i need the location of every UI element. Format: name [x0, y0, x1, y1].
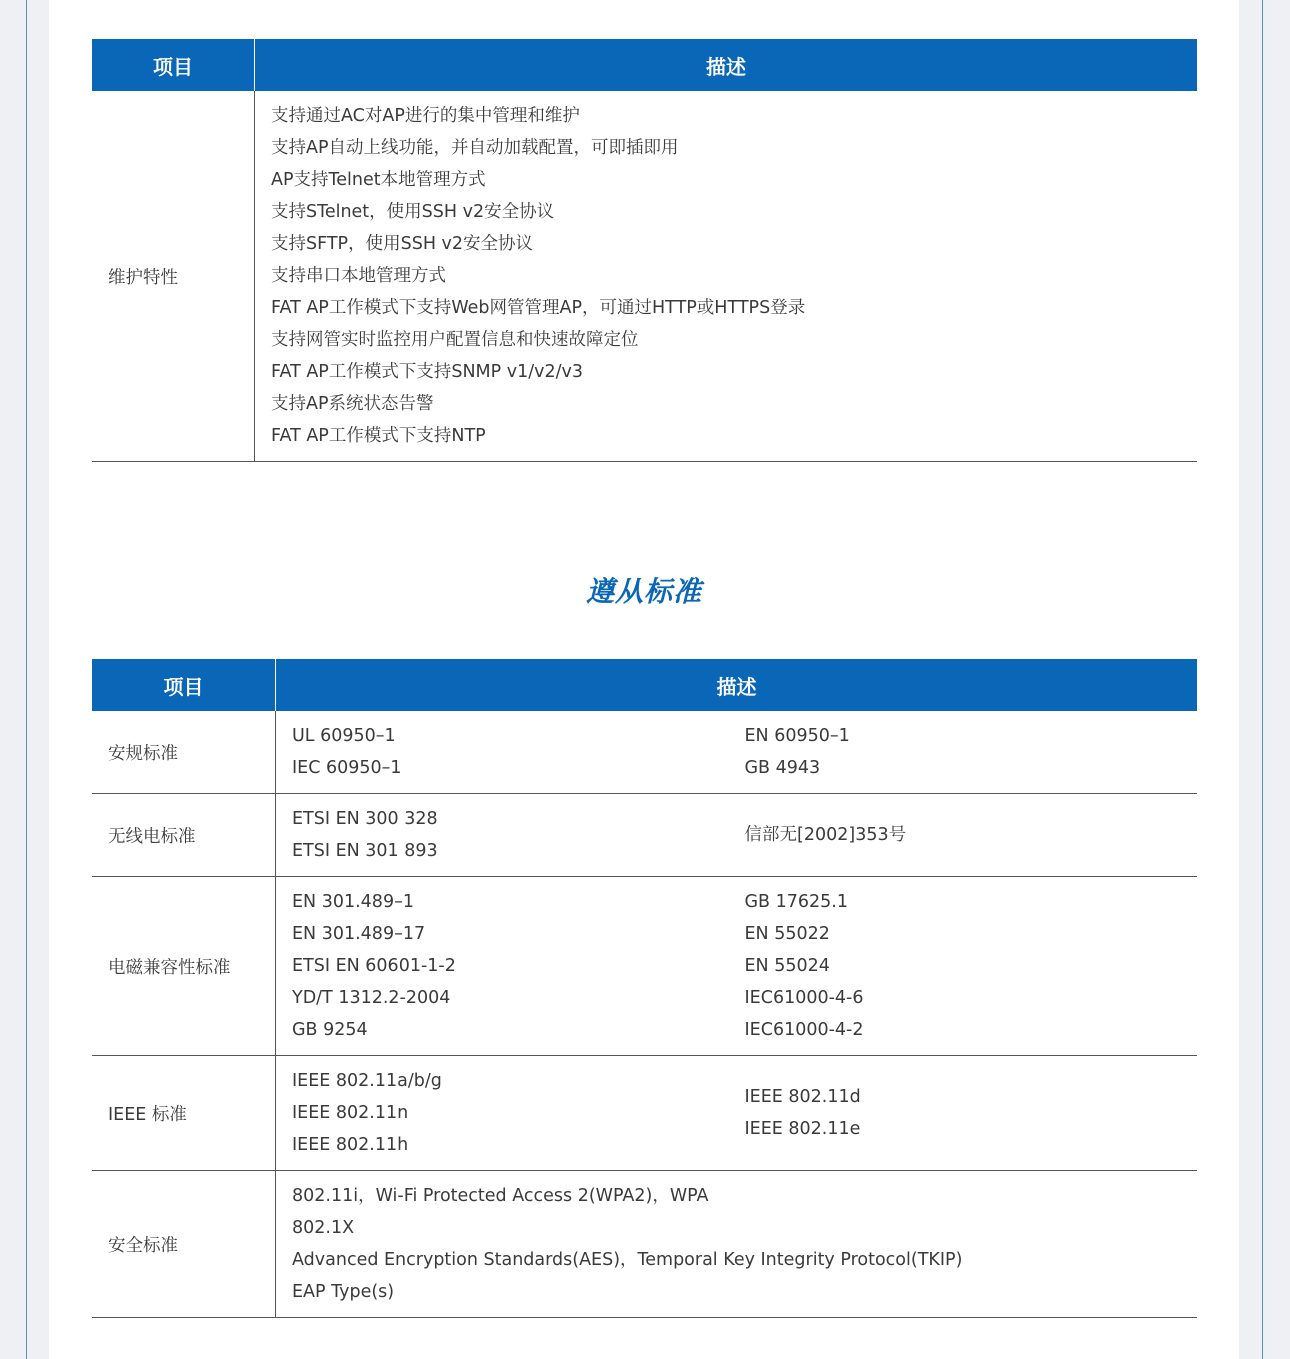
standard-entry: EN 55024	[744, 956, 830, 976]
standard-entry: Advanced Encryption Standards(AES)，Temporal Key Integrity Protocol(TKIP)	[292, 1250, 963, 1270]
desc-line: FAT AP工作模式下支持NTP	[271, 426, 486, 446]
table-row	[92, 91, 1197, 462]
row-item-label: 维护特性	[92, 91, 255, 462]
standard-entry: IEC61000-4-6	[744, 988, 864, 1008]
table2-header-item: 项目	[92, 659, 276, 711]
desc-line: 支持串口本地管理方式	[271, 266, 446, 286]
left-column	[292, 886, 745, 1046]
row-item-label: 电磁兼容性标准	[92, 877, 276, 1056]
row-description	[276, 1056, 1198, 1171]
right-column	[745, 886, 1198, 1046]
desc-line: FAT AP工作模式下支持Web网管管理AP，可通过HTTP或HTTPS登录	[271, 298, 806, 318]
standard-entry: EAP Type(s)	[292, 1282, 395, 1302]
row-description	[255, 91, 1198, 462]
table-row	[92, 877, 1197, 1056]
row-description	[276, 1171, 1198, 1318]
desc-line: FAT AP工作模式下支持SNMP v1/v2/v3	[271, 362, 584, 382]
standard-entry: GB 4943	[744, 758, 821, 778]
right-column	[745, 819, 1198, 851]
desc-line: 支持AP自动上线功能，并自动加载配置，可即插即用	[271, 138, 679, 158]
standard-entry: YD/T 1312.2-2004	[292, 988, 451, 1008]
row-description	[276, 877, 1198, 1056]
standard-entry: EN 60950–1	[744, 726, 850, 746]
table-row	[92, 711, 1197, 794]
desc-line: 支持通过AC对AP进行的集中管理和维护	[271, 106, 580, 126]
standard-entry: ETSI EN 301 893	[292, 841, 438, 861]
row-item-label: IEEE 标准	[92, 1056, 276, 1171]
standard-entry: UL 60950–1	[292, 726, 396, 746]
row-item-label: 安全标准	[92, 1171, 276, 1318]
standard-entry: 802.11i，Wi-Fi Protected Access 2(WPA2)，WPA	[292, 1186, 709, 1206]
table-row	[92, 1056, 1197, 1171]
right-column	[745, 1081, 1198, 1145]
standard-entry: 802.1X	[292, 1218, 355, 1238]
standard-entry: IEC61000-4-2	[744, 1020, 864, 1040]
standard-entry: GB 17625.1	[744, 892, 848, 912]
standard-entry: ETSI EN 60601-1-2	[292, 956, 456, 976]
row-item-label: 安规标准	[92, 711, 276, 794]
table-row	[92, 794, 1197, 877]
left-column	[292, 803, 745, 867]
row-item-label: 无线电标准	[92, 794, 276, 877]
standard-entry: IEC 60950–1	[292, 758, 402, 778]
table-row	[92, 1171, 1197, 1318]
right-border-line	[1262, 0, 1263, 1359]
table1-header-item: 项目	[92, 39, 255, 91]
standard-entry: EN 301.489–17	[292, 924, 426, 944]
left-column	[292, 720, 745, 784]
right-column	[745, 720, 1198, 784]
standards-table	[92, 659, 1197, 1318]
row-description	[276, 794, 1198, 877]
standard-entry: IEEE 802.11n	[292, 1103, 409, 1123]
document-page	[49, 0, 1239, 1359]
standard-entry: IEEE 802.11a/b/g	[292, 1071, 442, 1091]
table1-header-desc: 描述	[255, 39, 1198, 91]
left-column	[292, 1065, 745, 1161]
row-description	[276, 711, 1198, 794]
standard-entry: IEEE 802.11e	[744, 1119, 861, 1139]
standard-entry: EN 55022	[744, 924, 830, 944]
desc-line: 支持网管实时监控用户配置信息和快速故障定位	[271, 330, 639, 350]
table2-header-desc: 描述	[276, 659, 1198, 711]
desc-line: 支持STelnet，使用SSH v2安全协议	[271, 202, 555, 222]
standard-entry: 信部无[2002]353号	[744, 825, 907, 845]
standard-entry: IEEE 802.11h	[292, 1135, 409, 1155]
maintenance-table	[92, 39, 1197, 462]
desc-line: AP支持Telnet本地管理方式	[271, 170, 486, 190]
section-title: 遵从标准	[585, 575, 702, 608]
left-border-line	[26, 0, 27, 1359]
desc-line: 支持SFTP，使用SSH v2安全协议	[271, 234, 534, 254]
standard-entry: GB 9254	[292, 1020, 368, 1040]
desc-line: 支持AP系统状态告警	[271, 394, 434, 414]
standard-entry: IEEE 802.11d	[744, 1087, 861, 1107]
standard-entry: ETSI EN 300 328	[292, 809, 438, 829]
standard-entry: EN 301.489–1	[292, 892, 414, 912]
